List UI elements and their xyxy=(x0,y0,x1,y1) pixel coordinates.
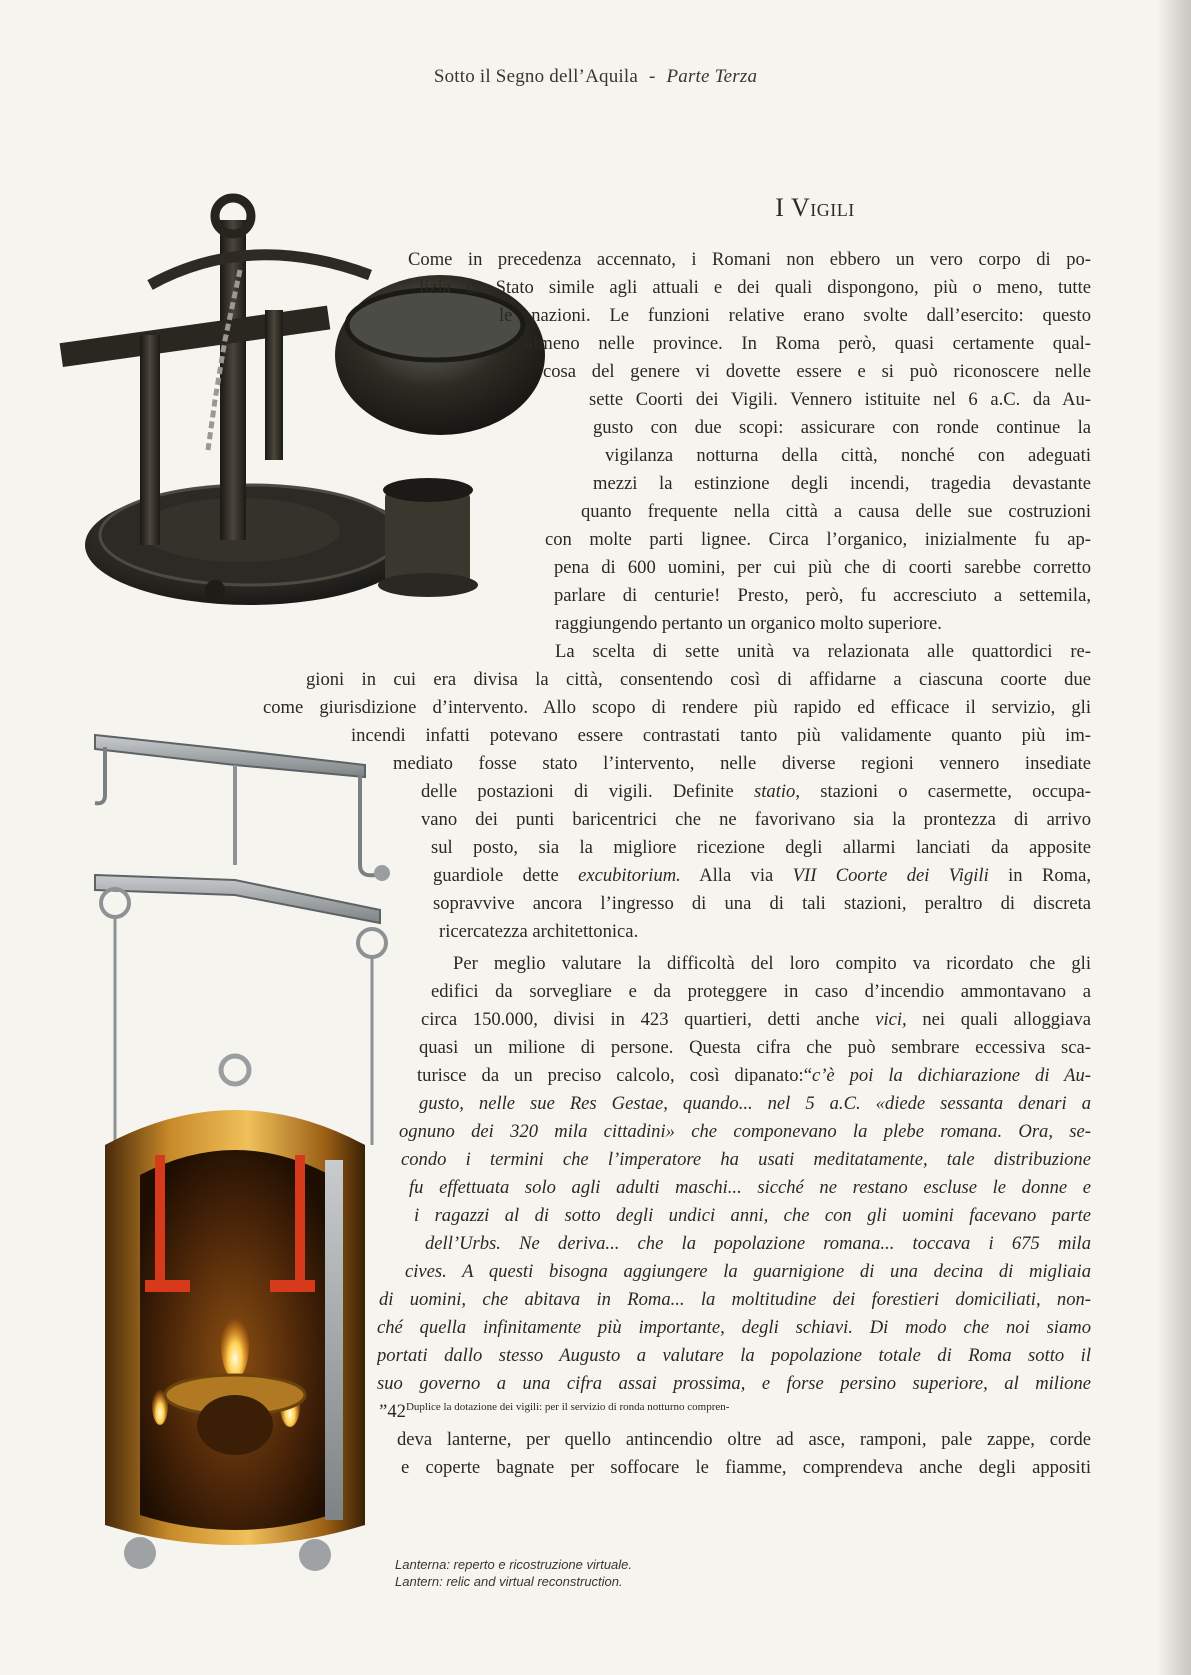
text-run: guardiole dette xyxy=(433,865,559,886)
text-run: delle postazioni di vigili. Definite xyxy=(421,781,734,802)
term-vii-coorte: VII Coorte dei Vigili xyxy=(792,865,989,886)
text-line: edifici da sorvegliare e da proteggere in caso d’incendio ammontavano a xyxy=(431,981,1091,1002)
text-run: nei quali alloggiava xyxy=(922,1009,1091,1030)
text-line: sul posto, sia la migliore ricezione degli allarmi lanciati da apposite xyxy=(431,837,1091,858)
text-line: deva lanterne, per quello antincendio oltre ad asce, ramponi, pale zappe, corde xyxy=(397,1429,1091,1450)
text-line: quanto frequente nella città a causa delle sue costruzioni xyxy=(581,501,1091,522)
text-line: e coperte bagnate per soffocare le fiamme, comprendeva anche degli appositi xyxy=(401,1457,1091,1478)
footnote-ref-42: Duplice la dotazione dei vigili: per il servizio di ronda notturno compren- xyxy=(405,1400,730,1413)
text-line: ognuno dei 320 mila cittadini» che componevano la plebe romana. Ora, se- xyxy=(399,1121,1091,1142)
text-run: , stazioni o casermette, occupa- xyxy=(795,781,1091,802)
caption-english: Lantern: relic and virtual reconstruction. xyxy=(395,1574,623,1589)
text-line: mezzi la estinzione degli incendi, tragedia devastante xyxy=(593,473,1091,494)
text-run: circa 150.000, divisi in 423 quartieri, detti anche xyxy=(421,1009,860,1030)
text-line xyxy=(421,1006,1091,1034)
text-line: ricercatezza architettonica. xyxy=(439,921,639,942)
caption-italian: Lanterna: reperto e ricostruzione virtuale. xyxy=(395,1557,633,1572)
text-line: i ragazzi al di sotto degli undici anni, che con gli uomini facevano parte xyxy=(414,1205,1091,1226)
figure-caption xyxy=(395,1556,815,1590)
text-line: mediato fosse stato l’intervento, nelle diverse regioni vennero insediate xyxy=(393,753,1091,774)
text-line: vigilanza notturna della città, nonché con adeguati xyxy=(605,445,1091,466)
text-line: incendi infatti potevano essere contrastati tanto più validamente quanto più im- xyxy=(351,725,1091,746)
text-run: ” xyxy=(377,1401,388,1422)
text-line: gioni in cui era divisa la città, consentendo così di affidarne a ciascuna coorte due xyxy=(306,669,1091,690)
text-line: lizia di Stato simile agli attuali e dei quali dispongono, più o meno, tutte xyxy=(419,277,1091,298)
text-line: cives. A questi bisogna aggiungere la guarnigione di una decina di migliaia xyxy=(405,1261,1091,1282)
running-head-part: Parte Terza xyxy=(666,66,758,87)
text-line: ché quella infinitamente più importante, degli schiavi. Di modo che noi siamo xyxy=(377,1317,1091,1338)
quote-run: c’è poi la dichiarazione di Au- xyxy=(811,1065,1091,1086)
text-line: quasi un milione di persone. Questa cifra che può sembrare eccessiva sca- xyxy=(419,1037,1091,1058)
text-line xyxy=(417,1062,1091,1090)
text-line: raggiungendo pertanto un organico molto superiore. xyxy=(555,613,942,634)
text-line: condo i termini che l’imperatore ha usati meditatamente, tale distribuzione xyxy=(401,1149,1091,1170)
text-line: portati dallo stesso Augusto a valutare la popolazione totale di Roma sotto il xyxy=(377,1345,1091,1366)
text-line: di uomini, che abitava in Roma... la moltitudine dei forestieri domiciliati, non- xyxy=(379,1289,1091,1310)
text-line xyxy=(433,862,1091,890)
text-line: Per meglio valutare la difficoltà del loro compito va ricordato che gli xyxy=(453,953,1091,974)
term-excubitorium: excubitorium. xyxy=(578,865,681,886)
term-statio: statio xyxy=(754,781,796,802)
text-line xyxy=(421,778,1091,806)
text-line: cosa del genere vi dovette essere e si può riconoscere nelle xyxy=(543,361,1091,382)
text-line xyxy=(377,1398,1091,1426)
text-line: sette Coorti dei Vigili. Vennero istituite nel 6 a.C. da Au- xyxy=(589,389,1091,410)
text-line: sopravvive ancora l’ingresso di una di tali stazioni, peraltro di discreta xyxy=(433,893,1091,914)
text-line: suo governo a una cifra assai prossima, e forse persino superiore, al milione xyxy=(377,1373,1091,1394)
text-line: le nazioni. Le funzioni relative erano svolte dall’esercito: questo xyxy=(499,305,1091,326)
text-line: dell’Urbs. Ne deriva... che la popolazione romana... toccava i 675 mila xyxy=(425,1233,1091,1254)
text-line: fu effettuata solo agli adulti maschi... sicché ne restano escluse le donne e xyxy=(409,1177,1091,1198)
text-run: in Roma, xyxy=(1008,865,1091,886)
text-line: gusto con due scopi: assicurare con ronde continue la xyxy=(593,417,1091,438)
close-quote: 42 xyxy=(387,1401,406,1422)
chapter-title: I Vigili xyxy=(775,193,855,222)
text-line: La scelta di sette unità va relazionata alle quattordici re- xyxy=(555,641,1091,662)
running-head-separator: - xyxy=(648,66,656,87)
text-line: come giurisdizione d’intervento. Allo scopo di rendere più rapido ed efficace il servizio, gli xyxy=(263,697,1091,718)
text-line xyxy=(401,1482,1091,1510)
text-line: vano dei punti baricentrici che ne favorivano sia la prontezza di arrivo xyxy=(421,809,1091,830)
text-line: parlare di centurie! Presto, però, fu accresciuto a settemila, xyxy=(554,585,1091,606)
text-line: gusto, nelle sue Res Gestae, quando... nel 5 a.C. «diede sessanta denari a xyxy=(419,1093,1091,1114)
text-line: pena di 600 uomini, per cui più che di coorti sarebbe corretto xyxy=(554,557,1091,578)
term-vici: vici, xyxy=(875,1009,907,1030)
text-run: Alla via xyxy=(699,865,774,886)
text-run: turisce da un preciso calcolo, così dipanato:“ xyxy=(417,1065,812,1086)
text-line: almeno nelle province. In Roma però, quasi certamente qual- xyxy=(525,333,1091,354)
text-line: con molte parti lignee. Circa l’organico, inizialmente fu ap- xyxy=(545,529,1091,550)
running-head-title: Sotto il Segno dell’Aquila xyxy=(433,66,638,87)
text-line: Come in precedenza accennato, i Romani non ebbero un vero corpo di po- xyxy=(408,249,1091,270)
